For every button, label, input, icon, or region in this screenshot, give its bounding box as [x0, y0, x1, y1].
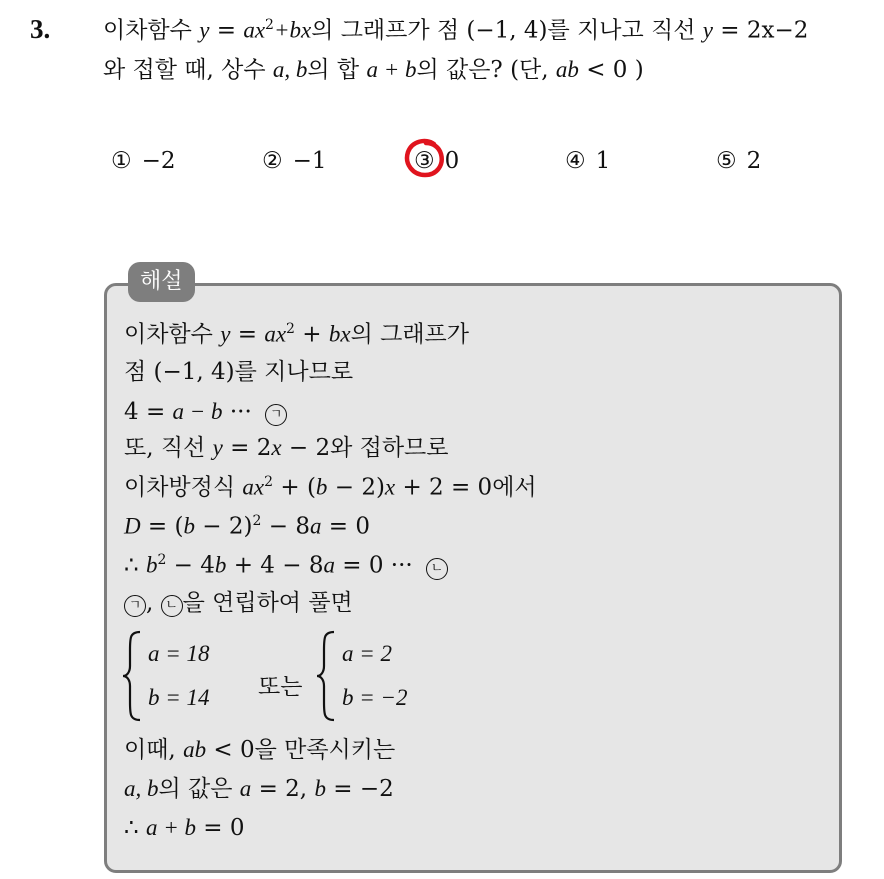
- system1-eq-b: b = 14: [148, 685, 210, 710]
- solution-line-11: ∴ a + b = 0: [124, 815, 245, 841]
- circled-nieun-ref: ㄴ: [161, 595, 183, 617]
- question-number: 3.: [30, 14, 51, 44]
- solution-line-3: 4 = a − b ··· ㄱ: [124, 400, 287, 426]
- question-line-2: 와 접할 때, 상수 a, b의 합 a + b의 값은? (단, ab < 0 ): [103, 57, 644, 83]
- circled-giyeok-ref: ㄱ: [124, 595, 146, 617]
- choice-3[interactable]: ③ 0: [414, 148, 460, 174]
- solution-tag: 해설: [128, 262, 195, 302]
- choice-4[interactable]: ④ 1: [565, 148, 611, 174]
- solution-line-7: ∴ $b^2 - 4b + 4 - 8a = 0$ ··· ㄴ: [124, 553, 448, 580]
- circled-giyeok: ㄱ: [265, 404, 287, 426]
- solution-line-8: ㄱ , ㄴ 을 연립하여 풀면: [124, 592, 353, 617]
- choice-1[interactable]: ① −2: [111, 148, 176, 174]
- choice-2[interactable]: ② −1: [262, 148, 327, 174]
- system2-eq-b: b = −2: [342, 685, 408, 710]
- solution-line-2: 점 (−1, 4)를 지나므로: [124, 359, 354, 385]
- question-line-1: 이차함수 $y = ax^2+bx$의 그래프가 점 (−1, 4)를 지나고 직선 y = 2x−2: [103, 17, 809, 44]
- or-word: 또는: [258, 674, 303, 700]
- solution-line-5: 이차방정식 $ax^2 + (b - 2)x + 2 = 0$에서: [124, 474, 537, 501]
- solution-line-4: 또, 직선 y = 2x − 2와 접하므로: [124, 435, 449, 461]
- circled-nieun: ㄴ: [426, 558, 448, 580]
- choice-5[interactable]: ⑤ 2: [716, 148, 762, 174]
- solution-line-1: 이차함수 $y = ax^2$ + bx의 그래프가: [124, 321, 469, 348]
- solution-line-6: $D = (b - 2)^2 - 8a = 0$: [124, 513, 370, 540]
- left-brace-icon: [120, 630, 144, 722]
- solution-line-9: 이때, ab < 0을 만족시키는: [124, 737, 396, 763]
- answer-circle-mark-icon: [404, 137, 446, 179]
- left-brace-icon-2: [314, 630, 338, 722]
- system2-eq-a: a = 2: [342, 641, 393, 666]
- system1-eq-a: a = 18: [148, 641, 210, 666]
- solution-line-10: a, b의 값은 a = 2, b = −2: [124, 776, 394, 802]
